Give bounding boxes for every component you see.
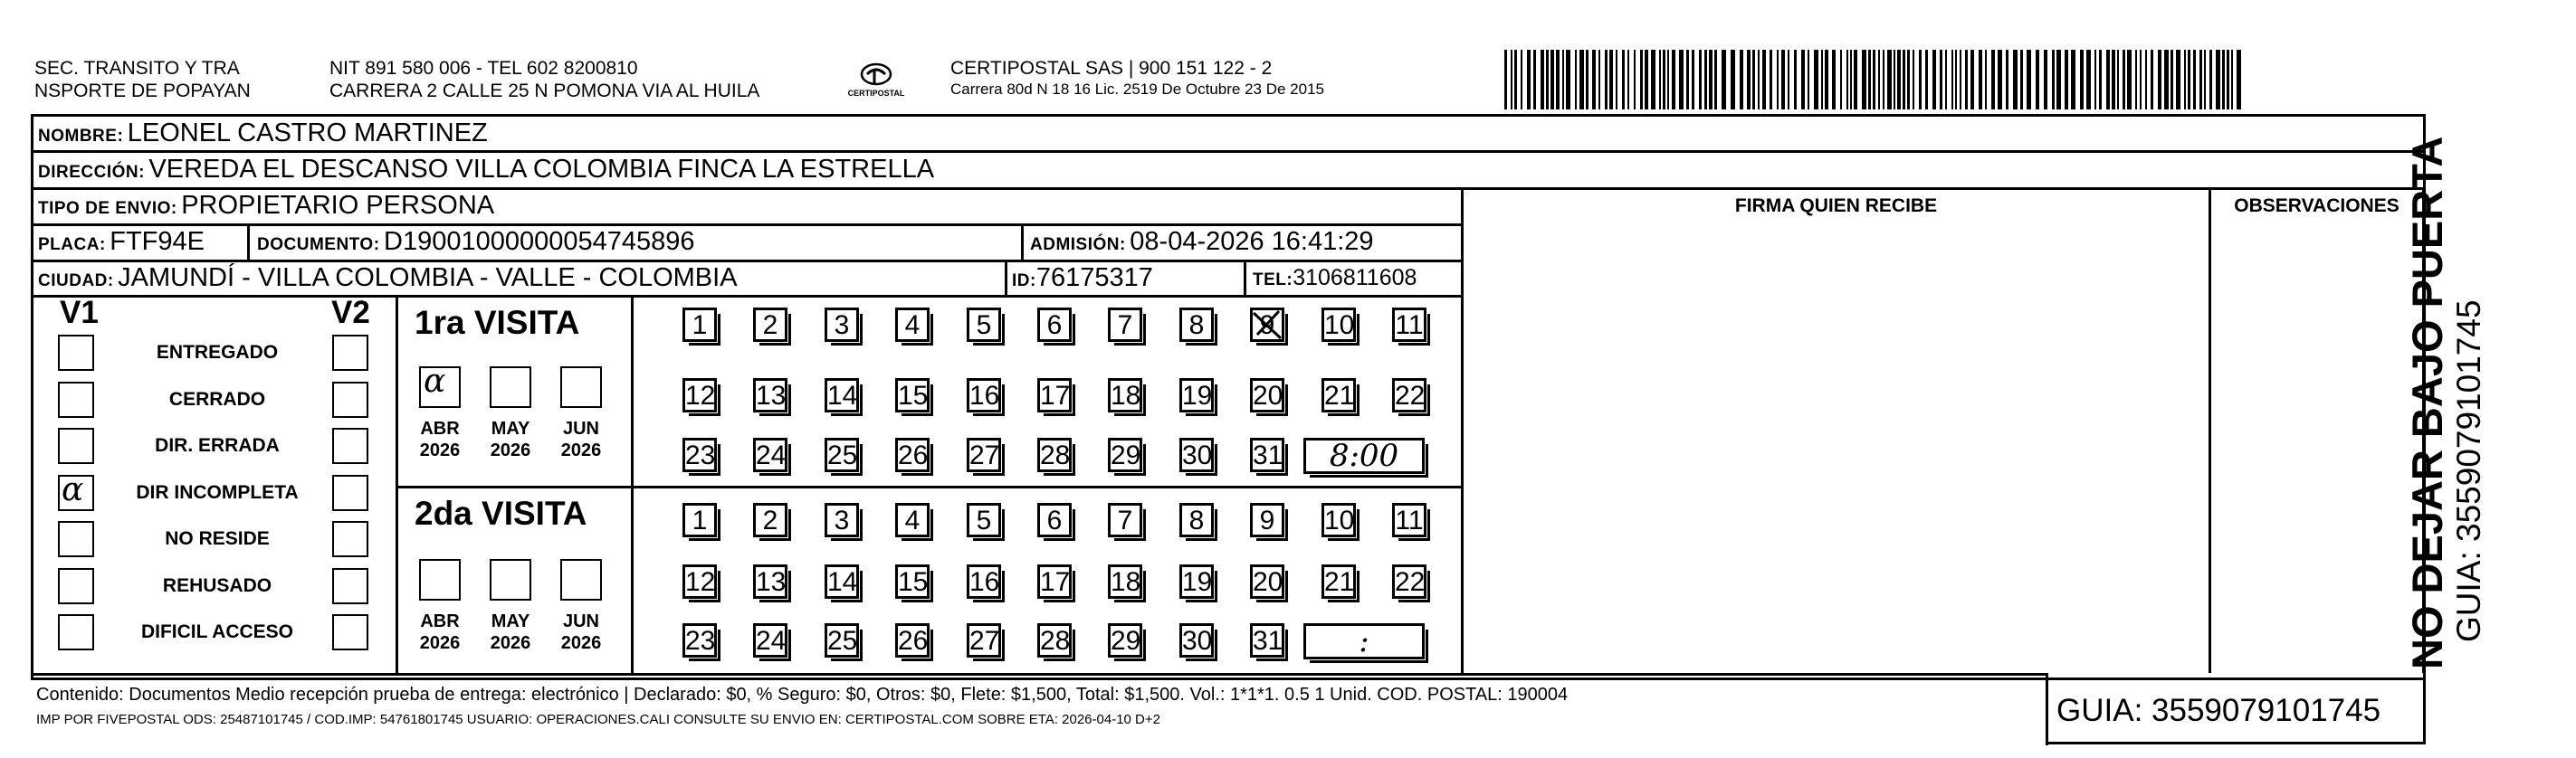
- day-box[interactable]: 21: [1321, 564, 1356, 599]
- day-cross-mark: [1250, 308, 1284, 342]
- tipo-envio-row: [38, 190, 494, 225]
- barcode-bar: [2237, 50, 2241, 109]
- barcode-bar: [1566, 50, 1570, 109]
- day-box[interactable]: 4: [895, 503, 930, 537]
- barcode-bar: [2176, 50, 2180, 109]
- barcode-bar: [1932, 50, 1936, 109]
- day-box[interactable]: 3: [825, 308, 859, 342]
- license-line: Carrera 80d N 18 16 Lic. 2519 De Octubre 23 De 2015: [950, 81, 1324, 98]
- barcode-bar: [1919, 50, 1922, 109]
- sender-name: [34, 57, 251, 102]
- v1-checkbox[interactable]: [58, 471, 94, 511]
- month-name: ABR: [420, 419, 460, 439]
- tel-value: 3106811608: [1293, 265, 1417, 290]
- barcode-bar: [1556, 50, 1560, 109]
- day-box[interactable]: 3: [825, 503, 859, 537]
- day-box[interactable]: 23: [682, 438, 717, 472]
- barcode-bar: [1622, 50, 1625, 109]
- barcode-bar: [1925, 50, 1928, 109]
- day-box[interactable]: 28: [1037, 438, 1072, 472]
- sender-line-1: SEC. TRANSITO Y TRA: [34, 58, 240, 79]
- day-box[interactable]: 31: [1250, 623, 1284, 658]
- day-box[interactable]: 26: [895, 438, 930, 472]
- firma-header: FIRMA QUIEN RECIBE: [1734, 195, 1938, 216]
- barcode-bar: [2112, 50, 2115, 109]
- month-label: [551, 418, 611, 461]
- v1-checkbox[interactable]: [58, 568, 94, 604]
- day-box[interactable]: 18: [1108, 378, 1142, 412]
- day-box[interactable]: 5: [967, 503, 1001, 537]
- month-label: [410, 611, 470, 654]
- day-box[interactable]: 17: [1037, 378, 1072, 412]
- barcode-bar: [1651, 50, 1655, 109]
- placa-label: PLACA:: [38, 235, 106, 254]
- side-guia: GUIA: 3559079101745: [2450, 299, 2487, 642]
- col-divider: [247, 223, 250, 260]
- barcode-bar: [2151, 50, 2153, 109]
- day-box[interactable]: 20: [1250, 564, 1284, 599]
- visit-divider: [398, 486, 1464, 488]
- barcode-bar: [1692, 50, 1694, 109]
- footer-divider: [31, 673, 2046, 676]
- day-box[interactable]: 10: [1321, 308, 1356, 342]
- barcode-bar: [2222, 50, 2225, 109]
- month-year: 2026: [560, 633, 602, 653]
- ciudad-field: [38, 262, 738, 298]
- day-box[interactable]: 7: [1108, 503, 1142, 537]
- barcode-bar: [1747, 50, 1751, 109]
- day-box[interactable]: 31: [1250, 438, 1284, 472]
- nombre-row: [38, 118, 488, 153]
- v1-checkbox[interactable]: [58, 382, 94, 418]
- v1-checkbox[interactable]: [58, 428, 94, 464]
- day-box[interactable]: 6: [1037, 308, 1072, 342]
- visit2-title: 2da VISITA: [415, 495, 587, 532]
- documento-field: [257, 226, 695, 261]
- barcode-bar: [1940, 50, 1942, 109]
- v2-checkbox[interactable]: [332, 521, 368, 557]
- barcode-bar: [1634, 50, 1636, 109]
- guia-box-bottom: [2046, 742, 2426, 744]
- barcode-bar: [1663, 50, 1665, 109]
- barcode-bar: [2158, 50, 2161, 109]
- day-box[interactable]: 12: [682, 564, 717, 599]
- barcode-bar: [1840, 50, 1842, 109]
- day-box[interactable]: 1: [682, 503, 717, 537]
- direccion-label: DIRECCIÓN:: [38, 163, 145, 182]
- v2-checkbox[interactable]: [332, 475, 368, 511]
- barcode-bar: [1533, 50, 1536, 109]
- barcode-bar: [2052, 50, 2055, 109]
- day-box[interactable]: 24: [753, 623, 787, 658]
- barcode-bar: [1704, 50, 1707, 109]
- month-label: [551, 611, 611, 654]
- barcode-bar: [2209, 50, 2212, 109]
- barcode-bar: [1605, 50, 1608, 109]
- status-label: DIR INCOMPLETA: [136, 482, 299, 503]
- day-box[interactable]: 29: [1108, 438, 1142, 472]
- day-box[interactable]: 4: [895, 308, 930, 342]
- month-label: [410, 418, 470, 461]
- tipo-envio-label: TIPO DE ENVIO:: [38, 199, 177, 218]
- barcode-bar: [1592, 50, 1596, 109]
- month-name: MAY: [491, 419, 530, 439]
- time-box[interactable]: :: [1303, 623, 1425, 659]
- barcode-bar: [2140, 50, 2142, 109]
- barcode-bar: [1762, 50, 1766, 109]
- barcode-bar: [1873, 50, 1875, 109]
- barcode-bar: [2193, 50, 2196, 109]
- barcode-bar: [1808, 50, 1809, 109]
- day-box[interactable]: 29: [1108, 623, 1142, 658]
- month-year: 2026: [560, 441, 602, 460]
- day-box[interactable]: 26: [895, 623, 930, 658]
- nit-line: NIT 891 580 006 - TEL 602 8200810: [329, 58, 638, 79]
- barcode-bar: [2216, 50, 2220, 109]
- barcode-bar: [1667, 50, 1669, 109]
- day-box[interactable]: 23: [682, 623, 717, 658]
- nombre-value: LEONEL CASTRO MARTINEZ: [127, 118, 488, 147]
- ciudad-label: CIUDAD:: [38, 271, 114, 290]
- month-label: [481, 418, 540, 461]
- barcode-bar: [2127, 50, 2132, 109]
- month-year: 2026: [490, 633, 531, 653]
- day-box[interactable]: 13: [753, 378, 787, 412]
- barcode-bar: [1862, 50, 1866, 109]
- col-divider: [2046, 673, 2048, 745]
- barcode-bar: [2117, 50, 2119, 109]
- barcode-bar: [1894, 50, 1895, 109]
- barcode-bar: [1825, 50, 1828, 109]
- tel-label: TEL:: [1253, 270, 1293, 289]
- day-box[interactable]: 2: [753, 503, 787, 537]
- col-divider: [631, 295, 634, 673]
- day-box[interactable]: 17: [1037, 564, 1072, 599]
- barcode-bar: [1541, 50, 1544, 109]
- month-checkbox[interactable]: [419, 363, 461, 408]
- status-label: NO RESIDE: [165, 528, 270, 549]
- v1-checkbox[interactable]: [58, 614, 94, 650]
- direccion-value: VEREDA EL DESCANSO VILLA COLOMBIA FINCA LA ESTRELLA: [148, 155, 935, 184]
- v2-checkbox[interactable]: [332, 614, 368, 650]
- month-name: JUN: [562, 611, 599, 631]
- barcode-bar: [1998, 50, 2002, 109]
- col-divider: [2209, 187, 2211, 673]
- barcode-bar: [1511, 50, 1512, 109]
- barcode-bar: [1562, 50, 1564, 109]
- day-box[interactable]: 25: [825, 623, 859, 658]
- day-box[interactable]: 27: [967, 623, 1001, 658]
- month-checkbox[interactable]: [490, 559, 531, 601]
- barcode-bar: [2094, 50, 2096, 109]
- barcode-bar: [1740, 50, 1743, 109]
- day-box[interactable]: 24: [753, 438, 787, 472]
- barcode-bar: [1586, 50, 1589, 109]
- month-checkbox[interactable]: [560, 366, 602, 408]
- day-box[interactable]: 18: [1108, 564, 1142, 599]
- month-label: [481, 611, 540, 654]
- barcode-bar: [1821, 50, 1823, 109]
- day-box[interactable]: 14: [825, 564, 859, 599]
- day-box[interactable]: 11: [1392, 503, 1426, 537]
- barcode-bar: [1758, 50, 1760, 109]
- side-text-inner: [2404, 137, 2487, 669]
- barcode-bar: [1609, 50, 1613, 109]
- month-checkbox[interactable]: [560, 559, 602, 601]
- barcode-bar: [1672, 50, 1675, 109]
- barcode-bar: [2188, 50, 2190, 109]
- barcode-bar: [1878, 50, 1880, 109]
- barcode-bar: [1960, 50, 1961, 109]
- placa-field: [38, 226, 205, 261]
- no-dejar-warning: NO DEJAR BAJO PUERTA: [2403, 136, 2451, 669]
- barcode-bar: [1575, 50, 1577, 109]
- day-box[interactable]: 12: [682, 378, 717, 412]
- barcode-bar: [2145, 50, 2147, 109]
- ciudad-value: JAMUNDÍ - VILLA COLOMBIA - VALLE - COLOMBIA: [118, 263, 738, 292]
- barcode-bar: [1752, 50, 1755, 109]
- v2-label: V2: [331, 295, 370, 330]
- barcode-bar: [2106, 50, 2110, 109]
- barcode-bar: [2231, 50, 2233, 109]
- day-box[interactable]: 30: [1179, 438, 1214, 472]
- month-year: 2026: [490, 441, 531, 460]
- barcode-bar: [1679, 50, 1684, 109]
- sender-line-2: NSPORTE DE POPAYAN: [34, 81, 251, 101]
- barcode-bar: [1659, 50, 1661, 109]
- barcode-bar: [1951, 50, 1953, 109]
- barcode-bar: [2184, 50, 2186, 109]
- status-label: CERRADO: [168, 389, 266, 410]
- logo-text: CERTIPOSTAL: [847, 89, 905, 98]
- documento-value: D19001000000054745896: [384, 227, 695, 256]
- day-box[interactable]: 2: [753, 308, 787, 342]
- barcode-bar: [1546, 50, 1549, 109]
- day-box[interactable]: 28: [1037, 623, 1072, 658]
- barcode-bar: [2056, 50, 2061, 109]
- day-box[interactable]: 1: [682, 308, 717, 342]
- barcode-bar: [1550, 50, 1554, 109]
- barcode-bar: [1579, 50, 1584, 109]
- barcode-bar: [1709, 50, 1713, 109]
- barcode-bar: [2199, 50, 2202, 109]
- tipo-envio-value: PROPIETARIO PERSONA: [181, 191, 495, 220]
- day-box[interactable]: 27: [967, 438, 1001, 472]
- barcode-bar: [1897, 50, 1901, 109]
- company-line: CERTIPOSTAL SAS | 900 151 122 - 2: [950, 58, 1273, 79]
- barcode-bar: [1907, 50, 1910, 109]
- v1-checkmark: ɑ: [62, 471, 84, 508]
- barcode-bar: [2020, 50, 2023, 109]
- barcode-bar: [1991, 50, 1995, 109]
- barcode-bar: [2065, 50, 2068, 109]
- certipostal-logo: [840, 60, 912, 103]
- placa-value: FTF94E: [110, 227, 205, 256]
- barcode-bar: [1521, 50, 1522, 109]
- col-divider: [1021, 223, 1024, 260]
- v1-label: V1: [60, 295, 99, 330]
- barcode-bar: [1598, 50, 1600, 109]
- sender-contact: [329, 57, 759, 102]
- day-box[interactable]: 8: [1179, 308, 1214, 342]
- barcode-bar: [1777, 50, 1779, 109]
- id-label: ID:: [1012, 271, 1036, 290]
- admision-field: [1030, 226, 1374, 261]
- day-box[interactable]: 10: [1321, 503, 1356, 537]
- v1-checkbox[interactable]: [58, 335, 94, 371]
- observaciones-header: OBSERVACIONES: [2234, 195, 2399, 216]
- month-name: JUN: [562, 419, 599, 439]
- v2-checkbox[interactable]: [332, 335, 368, 371]
- day-box[interactable]: 19: [1179, 564, 1214, 599]
- day-box[interactable]: 20: [1250, 378, 1284, 412]
- barcode-bar: [2027, 50, 2031, 109]
- barcode-bar: [1714, 50, 1717, 109]
- barcode-bar: [1814, 50, 1818, 109]
- v2-checkbox[interactable]: [332, 428, 368, 464]
- day-box[interactable]: 25: [825, 438, 859, 472]
- imp-line: IMP POR FIVEPOSTAL ODS: 25487101745 / COD.IMP: 54761801745 USUARIO: OPERACIONES.CALI CONSULTE SU ENVIO EN: CERTIPOSTAL.COM SOBRE ETA: 2026-04-10 D+2: [36, 712, 1160, 727]
- barcode-bar: [1854, 50, 1857, 109]
- barcode-bar: [1955, 50, 1957, 109]
- barcode-bar: [1883, 50, 1884, 109]
- barcode-bar: [1504, 50, 1507, 109]
- barcode-bar: [1903, 50, 1905, 109]
- barcode: [1504, 50, 2241, 109]
- barcode-bar: [2099, 50, 2102, 109]
- barcode-bar: [1788, 50, 1789, 109]
- direccion-row: [38, 154, 934, 189]
- v2-checkbox[interactable]: [332, 568, 368, 604]
- day-box[interactable]: 5: [967, 308, 1001, 342]
- day-box[interactable]: 30: [1179, 623, 1214, 658]
- barcode-bar: [2135, 50, 2137, 109]
- barcode-bar: [1913, 50, 1914, 109]
- month-checkbox[interactable]: [419, 559, 461, 601]
- day-box[interactable]: 7: [1108, 308, 1142, 342]
- time-box[interactable]: 8:00: [1303, 438, 1425, 474]
- barcode-bar: [1832, 50, 1836, 109]
- barcode-bar: [1846, 50, 1848, 109]
- status-label: ENTREGADO: [156, 342, 279, 363]
- barcode-bar: [1770, 50, 1772, 109]
- day-box[interactable]: 22: [1392, 564, 1426, 599]
- barcode-bar: [2013, 50, 2018, 109]
- barcode-bar: [1616, 50, 1617, 109]
- barcode-bar: [1887, 50, 1892, 109]
- col-divider: [1244, 260, 1246, 295]
- barcode-bar: [2171, 50, 2173, 109]
- v2-checkbox[interactable]: [332, 382, 368, 418]
- admision-value: 08-04-2026 16:41:29: [1130, 227, 1374, 256]
- day-box[interactable]: 15: [895, 378, 930, 412]
- day-box[interactable]: 14: [825, 378, 859, 412]
- month-year: 2026: [419, 633, 461, 653]
- documento-label: DOCUMENTO:: [257, 235, 380, 254]
- visit1-title: 1ra VISITA: [415, 304, 580, 341]
- col-divider: [396, 295, 398, 673]
- barcode-bar: [1722, 50, 1726, 109]
- barcode-bar: [1627, 50, 1629, 109]
- status-label: DIFICIL ACCESO: [140, 621, 293, 642]
- barcode-bar: [1801, 50, 1805, 109]
- barcode-bar: [1781, 50, 1785, 109]
- day-box[interactable]: 8: [1179, 503, 1214, 537]
- barcode-bar: [2123, 50, 2125, 109]
- barcode-bar: [2204, 50, 2206, 109]
- contenido-line: Contenido: Documentos Medio recepción prueba de entrega: electrónico | Declarado: $0, % Seguro: $0, Otros: $0, Flete: $1,500, Total: $1,500. Vol.: 1*1*1. 0.5 1 Unid. COD. POSTAL: 190004: [36, 685, 1569, 705]
- barcode-bar: [2227, 50, 2229, 109]
- barcode-bar: [1731, 50, 1735, 109]
- day-box[interactable]: 15: [895, 564, 930, 599]
- day-box[interactable]: 9: [1250, 503, 1284, 537]
- barcode-bar: [1979, 50, 1982, 109]
- barcode-bar: [2044, 50, 2047, 109]
- month-checkmark: ɑ: [424, 363, 446, 400]
- barcode-bar: [1514, 50, 1517, 109]
- company-block: [950, 57, 1324, 99]
- tel-field: [1253, 262, 1417, 297]
- col-divider: [1461, 187, 1464, 673]
- guia-box: GUIA: 3559079101745: [2056, 693, 2381, 728]
- day-box[interactable]: 13: [753, 564, 787, 599]
- day-box[interactable]: 22: [1392, 378, 1426, 412]
- month-name: ABR: [420, 611, 460, 631]
- barcode-bar: [1686, 50, 1689, 109]
- barcode-bar: [2080, 50, 2084, 109]
- barcode-bar: [2164, 50, 2169, 109]
- status-label: DIR. ERRADA: [155, 435, 280, 456]
- barcode-bar: [1945, 50, 1947, 109]
- barcode-bar: [1640, 50, 1643, 109]
- nombre-label: NOMBRE:: [38, 127, 124, 146]
- day-box[interactable]: 11: [1392, 308, 1426, 342]
- guia-box-right: [2423, 673, 2426, 744]
- day-box[interactable]: 9: [1250, 308, 1284, 342]
- barcode-bar: [1868, 50, 1871, 109]
- barcode-bar: [2006, 50, 2008, 109]
- v1-checkbox[interactable]: [58, 521, 94, 557]
- month-year: 2026: [419, 441, 461, 460]
- col-divider: [1005, 260, 1007, 295]
- barcode-bar: [2071, 50, 2075, 109]
- day-box[interactable]: 19: [1179, 378, 1214, 412]
- month-checkbox[interactable]: [490, 366, 531, 408]
- day-box[interactable]: 21: [1321, 378, 1356, 412]
- barcode-bar: [1850, 50, 1852, 109]
- barcode-bar: [2086, 50, 2091, 109]
- barcode-bar: [1794, 50, 1797, 109]
- month-name: MAY: [491, 611, 530, 631]
- id-value: 76175317: [1035, 263, 1153, 292]
- id-field: [1012, 262, 1153, 298]
- barcode-bar: [1645, 50, 1648, 109]
- barcode-bar: [2036, 50, 2039, 109]
- barcode-bar: [1985, 50, 1987, 109]
- day-box[interactable]: 16: [967, 378, 1001, 412]
- barcode-bar: [1527, 50, 1531, 109]
- admision-label: ADMISIÓN:: [1030, 235, 1126, 254]
- barcode-bar: [1699, 50, 1702, 109]
- barcode-bar: [1965, 50, 1968, 109]
- sender-address: CARRERA 2 CALLE 25 N POMONA VIA AL HUILA: [329, 81, 760, 101]
- status-label: REHUSADO: [162, 575, 272, 596]
- day-box[interactable]: 16: [967, 564, 1001, 599]
- day-box[interactable]: 6: [1037, 503, 1072, 537]
- barcode-bar: [1970, 50, 1974, 109]
